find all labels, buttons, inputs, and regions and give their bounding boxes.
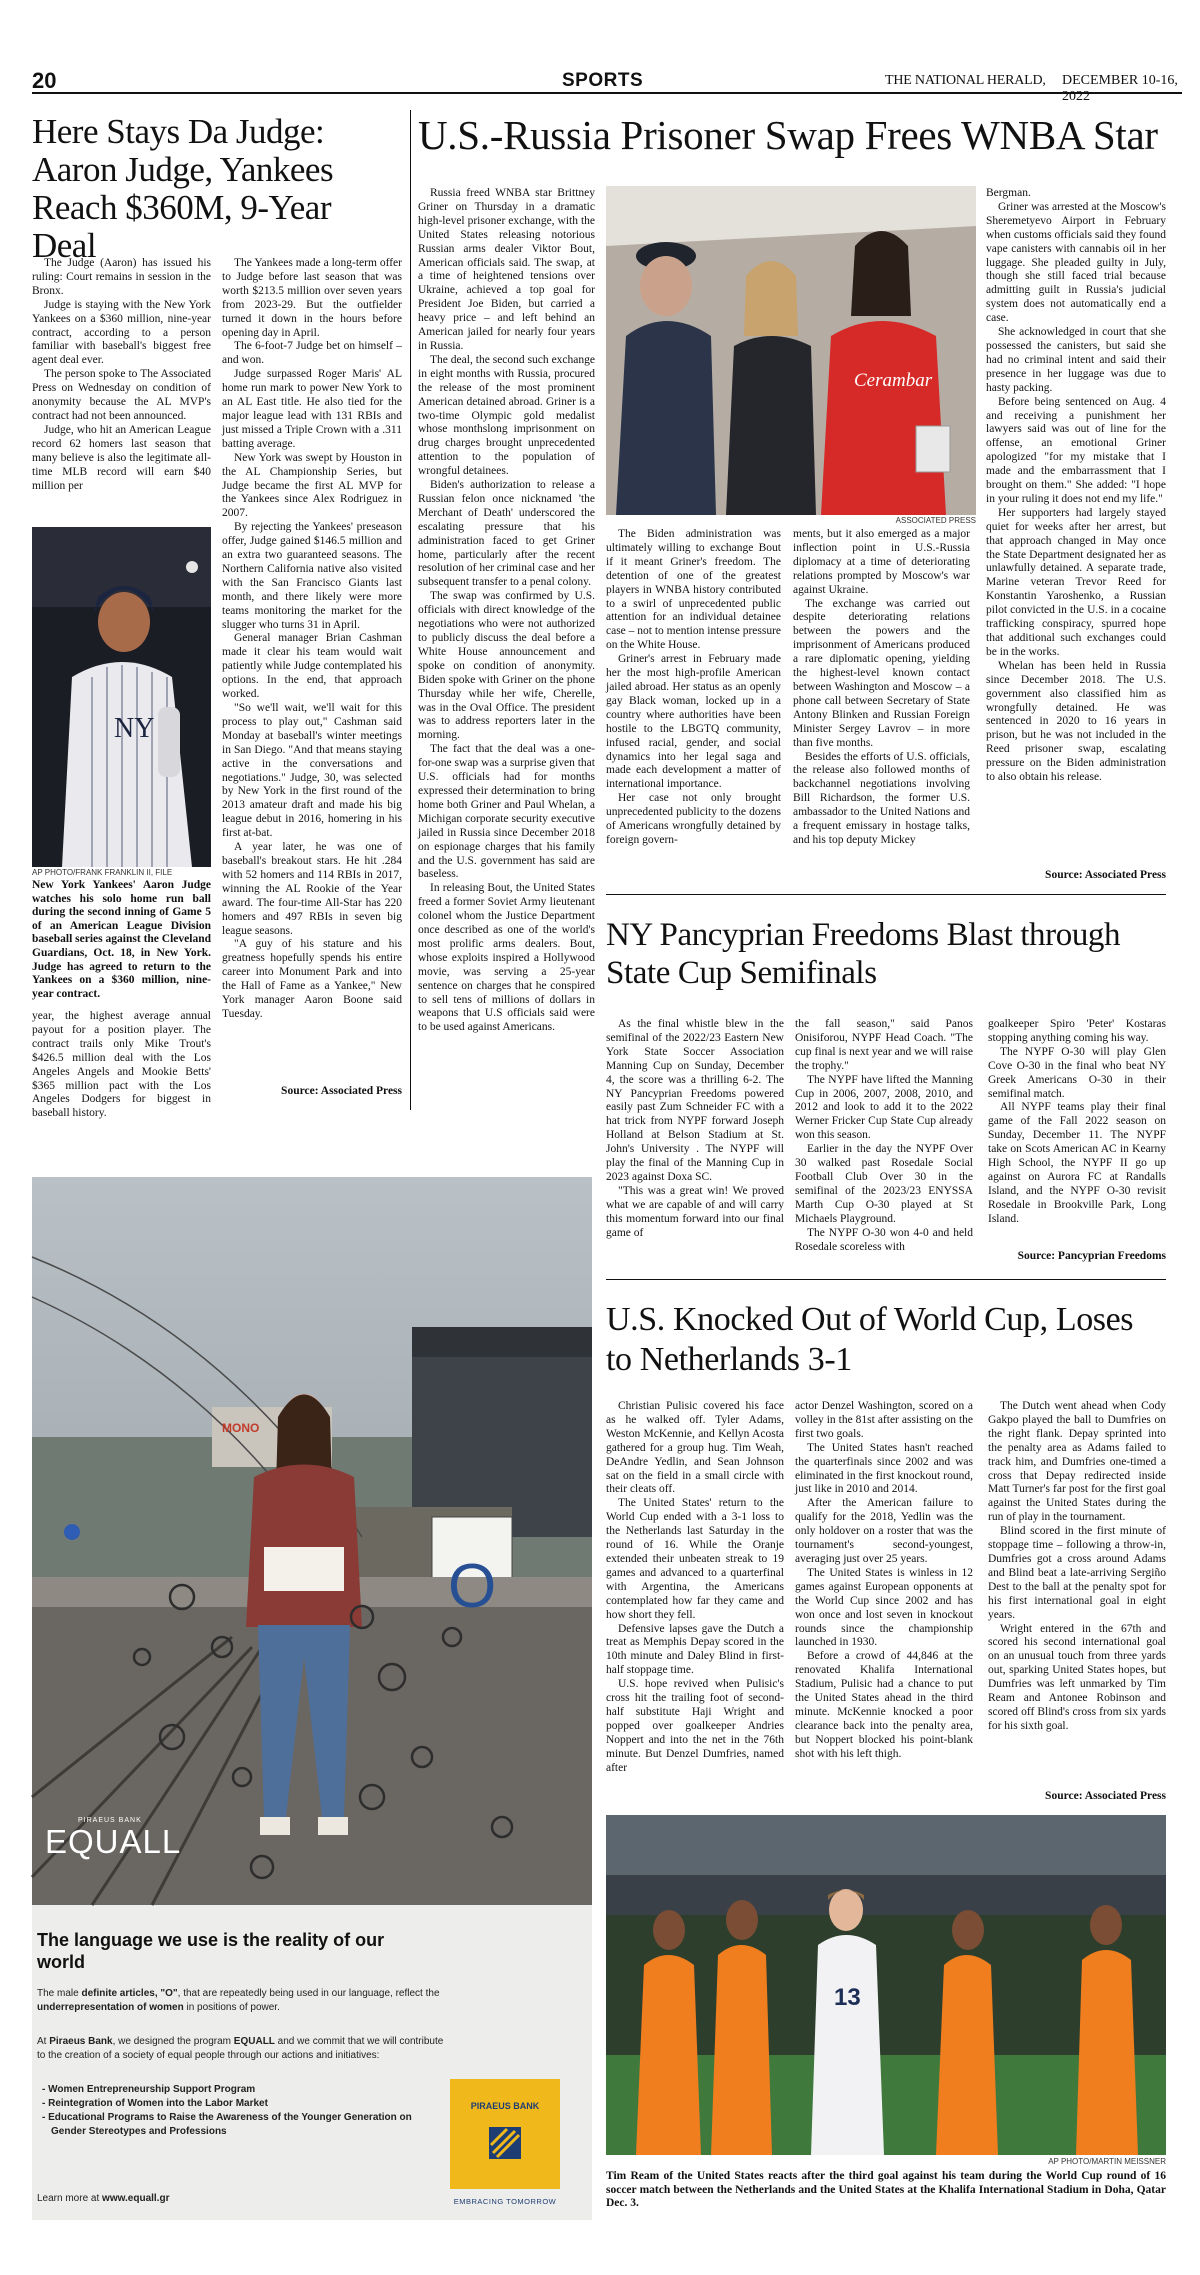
section-divider (606, 894, 1166, 895)
pancyprian-col1: As the final whistle blew in the semifinal of the 2022/23 Eastern New York State Soccer Association Manning Cup on Sunday, December 4, the score was a thrilling 6-2. The NY Pancyprian Freedoms powered easily past Zum Schneider FC with a hat trick from NYPF forward Joseph Holland at Belson Stadium at St. John's University . The NYPF will play the final of the Manning Cup in 2023 against Doxa SC. "This was a great win! We proved what we are capable of and will carry this momentum forward into our final game of (606, 1018, 784, 1239)
pancyprian-source: Source: Pancyprian Freedoms (1017, 1250, 1166, 1262)
ad-bank-logo (450, 2079, 560, 2189)
ad-bullets (42, 2083, 432, 2139)
page-header (32, 64, 1182, 104)
griner-headline: U.S.-Russia Prisoner Swap Frees WNBA Star (418, 112, 1158, 158)
ad-learn-more: Learn more at www.equall.gr (37, 2193, 170, 2204)
worldcup-photo (606, 1815, 1166, 2155)
judge-headline: Here Stays Da Judge: Aaron Judge, Yankees Reach $360M, 9-Year Deal (32, 112, 334, 265)
worldcup-photo-credit: AP PHOTO/MARTIN MEISSNER (1048, 2157, 1166, 2166)
ad-bank-logo-name: PIRAEUS BANK (470, 2101, 540, 2111)
griner-photo (606, 186, 976, 515)
worldcup-caption: Tim Ream of the United States reacts after the third goal against his team during the World Cup round of 16 soccer match between the Netherlands and the United States at the Khalifa International Stadium in Doha, Qatar Dec. 3. (606, 2170, 1166, 2210)
column-divider (410, 110, 411, 1110)
griner-col3: ments, but it also emerged as a major inflection point in U.S.-Russia diplomacy at a time of deteriorating relations prompted by Moscow's war against Ukraine. The exchange was carried out despite deteriorating relations between the powers and the imprisonment of Americans produced a rare diplomatic opening, yielding the highest-level known contact between Washington and Moscow – a phone call between Secretary of State Antony Blinken and Russian Foreign Minister Sergey Lavrov – in more than five months. Besides the efforts of U.S. officials, the release also followed months of backchannel negotiations involving Bill Richardson, the former U.S. ambassador to the United Nations and a frequent emissary in hostage talks, and his top deputy Mickey (793, 528, 970, 846)
griner-col2: The Biden administration was ultimately willing to exchange Bout if it meant Griner's freedom. The detention of one of the greatest players in WNBA history contributed to a swirl of unprecedented public attention for an individual detainee case – not to mention intense pressure on the White House. Griner's arrest in February made her the most high-profile American jailed abroad. Her status as an openly gay Black woman, locked up in a country where authorities have been hostile to the LBGTQ community, infused racial, gender, and social dynamics into her legal saga and made each development a matter of international importance. Her case not only brought unprecedented publicity to the dozens of Americans wrongfully detained by foreign govern- (606, 528, 782, 846)
worldcup-headline: U.S. Knocked Out of World Cup, Loses to Netherlands 3-1 (606, 1301, 1134, 1378)
ad-paragraph-1: The male definite articles, "O", that are repeatedly being used in our language, reflect the underrepresentation of women in positions of power. (37, 1988, 440, 2013)
page-number: 20 (32, 68, 57, 93)
svg-text:NY: NY (114, 713, 155, 744)
judge-photo (32, 527, 211, 867)
worldcup-col2: actor Denzel Washington, scored on a volley in the 81st after assisting on the first two goals. The United States hasn't reached the quarterfinals since 2002 and was eliminated in the first knockout round, just like in 2010 and 2014. After the American failure to qualify for the 2018, Yedlin was the only holdover on a roster that was the tournament's second-youngest, averaging just over 25 years. The United States is winless in 12 games against European opponents at the World Cup since 2002 and has won once and lost seven in knockout rounds since the championship launched in 1930. Before a crowd of 44,846 at the renovated Khalifa International Stadium, Pulisic had a chance to put the United States ahead in the third minute. McKennie knocked a poor clearance back into the penalty area, but Noppert blocked his point-blank shot with his left thigh. (795, 1400, 973, 1760)
ad-bullet: - Women Entrepreneurship Support Program (42, 2084, 256, 2095)
judge-caption: New York Yankees' Aaron Judge watches his solo home run ball during the second inning of Game 5 of an American League Division baseball series against the Cleveland Guardians, Oct. 18, in New York. Judge has agreed to return to the Yankees on a $360 million, nine-year contract. (32, 879, 211, 1000)
ad-title: The language we use is the reality of our world (37, 1930, 385, 1972)
griner-col4: Bergman. Griner was arrested at the Moscow's Sheremetyevo Airport in February when customs officials said they found vape canisters with cannabis oil in her luggage. She pleaded guilty in July, though she still faced trial because admitting guilt in Russia's judicial system does not automatically end a case. She acknowledged in court that she possessed the canisters, but said she had no criminal intent and said their presence in her luggage was due to hasty packing. Before being sentenced on Aug. 4 and receiving a punishment her lawyers said was out of line for the offense, an emotional Griner apologized "for my mistake that I made and the embarrassment that I brought on them." She added: "I hope in your ruling it does not end my life." Her supporters had largely stayed quiet for weeks after her arrest, but that approach changed in May once the State Department designated her as unlawfully detained. A separate trade, Marine veteran Trevor Reed for Konstantin Yaroshenko, a Russian pilot convicted in the U.S. in a cocaine trafficking conspiracy, spurred hope that additional such exchanges could be in the works. Whelan has been held in Russia since December 2018. The U.S. government also classified him as wrongfully detained. He was sentenced in 2020 to 16 years in prison, but he was not included in the Reed prisoner swap, escalating pressure on the Biden administration to also obtain his release. (986, 187, 1166, 784)
ad-photo (32, 1177, 592, 1905)
worldcup-source: Source: Associated Press (1045, 1790, 1166, 1802)
judge-photo-credit: AP PHOTO/FRANK FRANKLIN II, FILE (32, 868, 173, 877)
judge-source: Source: Associated Press (281, 1085, 402, 1097)
piraeus-logo-icon (485, 2123, 525, 2163)
judge-col1-top: The Judge (Aaron) has issued his ruling: Court remains in session in the Bronx. Judge is staying with the New York Yankees on a $360 million, nine-year contract, according to a person familiar with baseball's biggest free agent deal ever. The person spoke to The Associated Press on Wednesday on condition of anonymity because the AL MVP's contract had not been announced. Judge, who hit an American League record 62 homers last season that many believe is also the legitimate all-time MLB record will earn $40 million per (32, 257, 211, 492)
jacket-lettering: Cerambar (854, 370, 933, 391)
jersey-number: 13 (834, 1984, 861, 2011)
worldcup-col3: The Dutch went ahead when Cody Gakpo played the ball to Dumfries on the right flank. Depay sprinted into the penalty area as Adams failed to track him, and Dumfries one-timed a cross that Depay redirected inside Matt Turner's far post for the first goal against the United States during the run of play in the tournament. Blind scored in the first minute of stoppage time – following a throw-in, Dumfries got a cross around Adams and Blind beat a late-arriving Sergiño Dest to the ball at the penalty spot for his first international goal in eight years. Wright entered in the 67th and scored his second international goal on an unusual touch from three yards out, sparking United States hopes, but Dumfries was left unmarked by Tim Ream and Antonee Robinson and scored off Blind's cross from six yards for his sixth goal. (988, 1400, 1166, 1732)
judge-col1-bottom: year, the highest average annual payout for a position player. The contract trails only Mike Trout's $426.5 million deal with the Los Angeles Angels and Mookie Betts' $365 million pact with the Los Angeles Dodgers for biggest in baseball history. (32, 1010, 211, 1120)
section-divider-2 (606, 1279, 1166, 1280)
issue-date: DECEMBER 10-16, 2022 (1062, 73, 1178, 104)
ad-brand-small: PIRAEUS BANK (78, 1817, 142, 1824)
ad-station-sign: MONO (222, 1421, 260, 1435)
pancyprian-col2: the fall season," said Panos Onisiforou, NYPF Head Coach. "The cup final is next year and we will raise the trophy." The NYPF have lifted the Manning Cup in 2006, 2007, 2008, 2010, and 2012 and look to add it to the 2022 Werner Fricker Cup State Cup already won this season. Earlier in the day the NYPF Over 30 walked past Rosedale Social Football Club Over 30 in the semifinal of the 2023/23 ENYSSA Marth Cup O-30 played at St Michaels Playground. The NYPF O-30 won 4-0 and held Rosedale scoreless with (795, 1018, 973, 1253)
ad-bullet: - Educational Programs to Raise the Awareness of the Younger Generation on Gender Stereotypes and Professions (42, 2112, 412, 2137)
worldcup-col1: Christian Pulisic covered his face as he walked off. Tyler Adams, Weston McKennie, and Kellyn Acosta gathered for a group hug. Tim Weah, DeAndre Yedlin, and Sean Johnson sat on the field in a small circle with their cleats off. The United States' return to the World Cup ended with a 3-1 loss to the Netherlands last Saturday in the round of 16. While the Oranje extended their unbeaten streak to 19 games and advanced to a quarterfinal with Argentina, the Americans contemplated how far they came and how short they fell. Defensive lapses gave the Dutch a treat as Memphis Depay scored in the 10th minute and Daley Blind in first-half stoppage time. U.S. hope revived when Pulisic's cross hit the trailing foot of second-half substitute Haji Wright and popped over goalkeeper Andries Noppert and into the net in the 76th minute. But Denzel Dumfries, named after (606, 1400, 784, 1774)
griner-col1: Russia freed WNBA star Brittney Griner on Thursday in a dramatic high-level prisoner exchange, with the United States releasing notorious Russian arms dealer Viktor Bout, American officials said. The swap, at a time of heightened tensions over Ukraine, achieved a top goal for President Joe Biden, but carried a heavy price – and left behind an American jailed for nearly four years in Russia. The deal, the second such exchange in eight months with Russia, procured the release of the most prominent American detained abroad. Griner is a two-time Olympic gold medalist whose monthslong imprisonment on drug charges brought unprecedented attention to the population of wrongful detainees. Biden's authorization to release a Russian felon once nicknamed 'the Merchant of Death' underscored the escalating pressure that his administration faced to get Griner home, particularly after the recent resolution of her criminal case and her subsequent transfer to a penal colony. The swap was confirmed by U.S. officials with direct knowledge of the negotiations who were not authorized to publicly discuss the deal before a White House announcement and spoke on condition of anonymity. Biden spoke with Griner on the phone Thursday while her wife, Cherelle, was in the Oval Office. The president was to address reporters later in the morning. The fact that the deal was a one-for-one swap was a surprise given that U.S. officials had for months expressed their determination to bring home both Griner and Paul Whelan, a Michigan corporate security executive jailed in Russia since December 2018 on espionage charges that his family and the U.S. government has said are baseless. In releasing Bout, the United States freed a former Soviet Army lieutenant colonel whom the Justice Department once described as one of the world's most prolific arms dealers. Bout, whose exploits inspired a Hollywood movie, was serving a 25-year sentence on charges that he conspired to sell tens of millions of dollars in weapons that U.S officials said were to be used against Americans. (418, 187, 595, 1034)
pancyprian-headline: NY Pancyprian Freedoms Blast through State Cup Semifinals (606, 917, 1121, 991)
ad-bullet: - Reintegration of Women into the Labor Market (42, 2098, 268, 2109)
paper-name: THE NATIONAL HERALD, (885, 73, 1046, 88)
griner-source: Source: Associated Press (1045, 869, 1166, 881)
advertisement (32, 1177, 592, 2220)
judge-col2: The Yankees made a long-term offer to Judge before last season that was worth $213.5 million over seven years from 2023-29. But the outfielder turned it down in the hours before opening day in April. The 6-foot-7 Judge bet on himself – and won. Judge surpassed Roger Maris' AL home run mark to power New York to an AL East title. He also tied for the major league lead with 131 RBIs and just missed a Triple Crown with a .311 batting average. New York was swept by Houston in the AL Championship Series, but Judge became the first AL MVP for the Yankees since Alex Rodriguez in 2007. By rejecting the Yankees' preseason offer, Judge gained $146.5 million and an extra two guaranteed seasons. The Northern California native also visited with the San Francisco Giants last month, and there likely were more teams monitoring the market for the slugger who turns 31 in April. General manager Brian Cashman made it clear his team would wait patiently while Judge contemplated his options. In the end, that approach worked. "So we'll wait, we'll wait for this process to play out," Cashman said Monday at baseball's winter meetings in San Diego. "And that means staying active in the conversations and negotiations." Judge, 30, was selected by New York in the first round of the 2013 amateur draft and made his big league debut in 2016, homering in his first at-bat. A year later, he was one of baseball's breakout stars. He hit .284 with 52 homers and 114 RBIs in 2017, winning the AL Rookie of the Year award. The four-time All-Star has 220 homers and 497 RBIs in seven big league seasons. "A guy of his stature and his greatness hopefully spends his entire career into Monument Park and into the Hall of Fame as a Yankee," New York manager Aaron Boone said Tuesday. (222, 257, 402, 1020)
section-name: SPORTS (562, 70, 644, 91)
ad-paragraph-2: At Piraeus Bank, we designed the program EQUALL and we commit that we will contribute to the creation of a society of equal people through our actions and initiatives: (37, 2036, 444, 2061)
griner-photo-credit: ASSOCIATED PRESS (895, 516, 976, 525)
ad-url-link[interactable]: www.equall.gr (102, 2193, 170, 2204)
ad-equall-logo: EQUALL (45, 1823, 182, 1860)
ad-o-sign: O (448, 1552, 497, 1621)
pancyprian-col3: goalkeeper Spiro 'Peter' Kostaras stopping anything coming his way. The NYPF O-30 will play Glen Cove O-30 in the final who beat NY Greek Americans O-30 in their semifinal match. All NYPF teams play their final game of the Fall 2022 season on Sunday, December 11. The NYPF take on Scots American AC in Kearny High School, the NYPF II go up against on Aurora FC at Randalls Island, and the NYPF O-30 revisit Rosedale in Brookville Park, Long Island. (988, 1018, 1166, 1225)
ad-tagline: EMBRACING TOMORROW (453, 2197, 557, 2206)
